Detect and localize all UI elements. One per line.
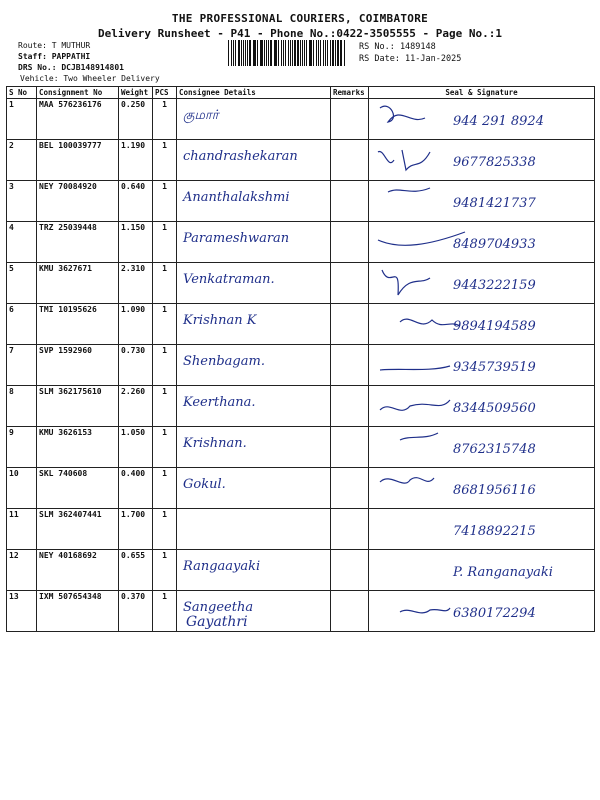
col-signature: Seal & Signature	[369, 87, 595, 99]
handwritten-phone: 9677825338	[453, 155, 536, 170]
row-remarks	[331, 181, 369, 222]
barcode-image	[228, 40, 346, 66]
row-consignee-name	[177, 99, 331, 140]
signatures-svg	[370, 100, 590, 630]
handwritten-name: Gokul.	[183, 477, 226, 492]
row-consignee-name	[177, 386, 331, 427]
row-pcs: 1	[153, 99, 177, 140]
row-remarks	[331, 427, 369, 468]
row-consignment-no: IXM 507654348	[37, 591, 119, 632]
rs-number: RS No.: 1489148	[359, 42, 436, 52]
document-subtitle: Delivery Runsheet - P41 - Phone No.:0422-3505555 - Page No.:1	[98, 27, 502, 40]
row-consignee-name	[177, 345, 331, 386]
row-weight: 1.050	[119, 427, 153, 468]
row-sno: 7	[7, 345, 37, 386]
handwritten-phone: 7418892215	[453, 524, 536, 539]
signature-3	[388, 188, 430, 192]
route-label: Route: T MUTHUR	[18, 41, 91, 50]
signature-1	[380, 106, 425, 122]
row-pcs: 1	[153, 427, 177, 468]
row-consignment-no: NEY 40168692	[37, 550, 119, 591]
signature-9	[400, 433, 438, 440]
row-weight: 1.090	[119, 304, 153, 345]
row-consignment-no: SVP 1592960	[37, 345, 119, 386]
document-title: THE PROFESSIONAL COURIERS, COIMBATORE	[171, 12, 429, 25]
row-sno: 5	[7, 263, 37, 304]
row-sno: 1	[7, 99, 37, 140]
table-header-row	[7, 87, 595, 99]
row-remarks	[331, 304, 369, 345]
handwritten-name: Rangaayaki	[183, 559, 261, 574]
row-remarks	[331, 263, 369, 304]
row-sno: 6	[7, 304, 37, 345]
rs-date: RS Date: 11-Jan-2025	[359, 54, 462, 64]
drs-number: DRS No.: DCJB148914801	[18, 63, 124, 72]
handwritten-name: chandrashekaran	[183, 149, 298, 164]
row-weight: 2.310	[119, 263, 153, 304]
row-consignee-name	[177, 140, 331, 181]
signature-10	[380, 478, 434, 483]
handwritten-phone: P. Ranganayaki	[453, 565, 553, 580]
row-consignment-no: SKL 740608	[37, 468, 119, 509]
row-remarks	[331, 509, 369, 550]
row-remarks	[331, 386, 369, 427]
row-weight: 0.370	[119, 591, 153, 632]
row-sno: 11	[7, 509, 37, 550]
handwritten-phone: 8762315748	[453, 442, 536, 457]
row-pcs: 1	[153, 345, 177, 386]
row-remarks	[331, 345, 369, 386]
row-consignment-no: SLM 362407441	[37, 509, 119, 550]
handwritten-phone: 8681956116	[453, 483, 536, 498]
row-weight: 1.150	[119, 222, 153, 263]
row-consignee-name	[177, 427, 331, 468]
col-remarks: Remarks	[331, 87, 369, 99]
row-pcs: 1	[153, 591, 177, 632]
row-remarks	[331, 591, 369, 632]
row-pcs: 1	[153, 181, 177, 222]
handwritten-phone: 6380172294	[453, 606, 536, 621]
handwritten-name-row13: Gayathri	[186, 614, 248, 630]
staff-label: Staff: PAPPATHI	[18, 52, 91, 61]
row-weight: 1.700	[119, 509, 153, 550]
handwritten-phone: 8344509560	[453, 401, 536, 416]
row-weight: 0.250	[119, 99, 153, 140]
row-consignment-no: TRZ 25039448	[37, 222, 119, 263]
handwritten-name: Shenbagam.	[183, 354, 265, 369]
signature-5	[382, 270, 430, 295]
handwritten-name: Venkatraman.	[183, 272, 275, 287]
col-pcs: PCS	[153, 87, 177, 99]
handwritten-phone: 8489704933	[453, 237, 536, 252]
row-remarks	[331, 222, 369, 263]
row-remarks	[331, 99, 369, 140]
vehicle-label: Vehicle: Two Wheeler Delivery	[20, 74, 160, 83]
row-remarks	[331, 550, 369, 591]
row-consignment-no: KMU 3626153	[37, 427, 119, 468]
handwritten-name: Keerthana.	[183, 395, 256, 410]
row-consignee-name	[177, 263, 331, 304]
row-consignment-no: SLM 362175610	[37, 386, 119, 427]
handwritten-name: Krishnan K	[183, 313, 257, 328]
row-consignee-name	[177, 304, 331, 345]
row-weight: 0.640	[119, 181, 153, 222]
row-consignment-no: NEY 70084920	[37, 181, 119, 222]
handwritten-name: Parameshwaran	[183, 231, 290, 246]
row-sno: 9	[7, 427, 37, 468]
handwritten-phone: 944 291 8924	[453, 114, 544, 129]
row-pcs: 1	[153, 222, 177, 263]
row-sno: 2	[7, 140, 37, 181]
row-pcs: 1	[153, 550, 177, 591]
signature-8	[380, 400, 450, 410]
row-consignment-no: MAA 576236176	[37, 99, 119, 140]
signature-13	[400, 608, 450, 613]
row-pcs: 1	[153, 304, 177, 345]
handwritten-name: குமார்	[183, 108, 219, 123]
row-sno: 12	[7, 550, 37, 591]
signature-2	[378, 150, 430, 170]
row-pcs: 1	[153, 468, 177, 509]
row-consignee-name	[177, 222, 331, 263]
row-pcs: 1	[153, 263, 177, 304]
row-pcs: 1	[153, 386, 177, 427]
row-consignee-name	[177, 468, 331, 509]
signature-4	[378, 232, 465, 245]
row-weight: 0.655	[119, 550, 153, 591]
signature-6	[400, 319, 460, 326]
row-consignee-name	[177, 509, 331, 550]
row-weight: 1.190	[119, 140, 153, 181]
row-sno: 4	[7, 222, 37, 263]
handwritten-name: Ananthalakshmi	[183, 190, 290, 205]
row-consignment-no: KMU 3627671	[37, 263, 119, 304]
row-sno: 10	[7, 468, 37, 509]
handwritten-phone: 9443222159	[453, 278, 536, 293]
row-sno: 3	[7, 181, 37, 222]
row-weight: 2.260	[119, 386, 153, 427]
handwritten-name: Krishnan.	[183, 436, 247, 451]
row-remarks	[331, 140, 369, 181]
row-consignment-no: TMI 10195626	[37, 304, 119, 345]
row-consignment-no: BEL 100039777	[37, 140, 119, 181]
col-consignment: Consignment No	[37, 87, 119, 99]
handwritten-name: Sangeetha	[183, 600, 254, 615]
col-sno: S No	[7, 87, 37, 99]
handwritten-phone: 9481421737	[453, 196, 536, 211]
handwritten-phone: 9345739519	[453, 360, 536, 375]
row-consignee-name	[177, 550, 331, 591]
row-remarks	[331, 468, 369, 509]
handwritten-phone: 9894194589	[453, 319, 536, 334]
col-weight: Weight	[119, 87, 153, 99]
row-weight: 0.730	[119, 345, 153, 386]
row-weight: 0.400	[119, 468, 153, 509]
row-consignee-name	[177, 181, 331, 222]
row-pcs: 1	[153, 509, 177, 550]
row-pcs: 1	[153, 140, 177, 181]
col-consignee: Consignee Details	[177, 87, 331, 99]
signature-7	[380, 366, 450, 370]
row-sno: 13	[7, 591, 37, 632]
row-sno: 8	[7, 386, 37, 427]
